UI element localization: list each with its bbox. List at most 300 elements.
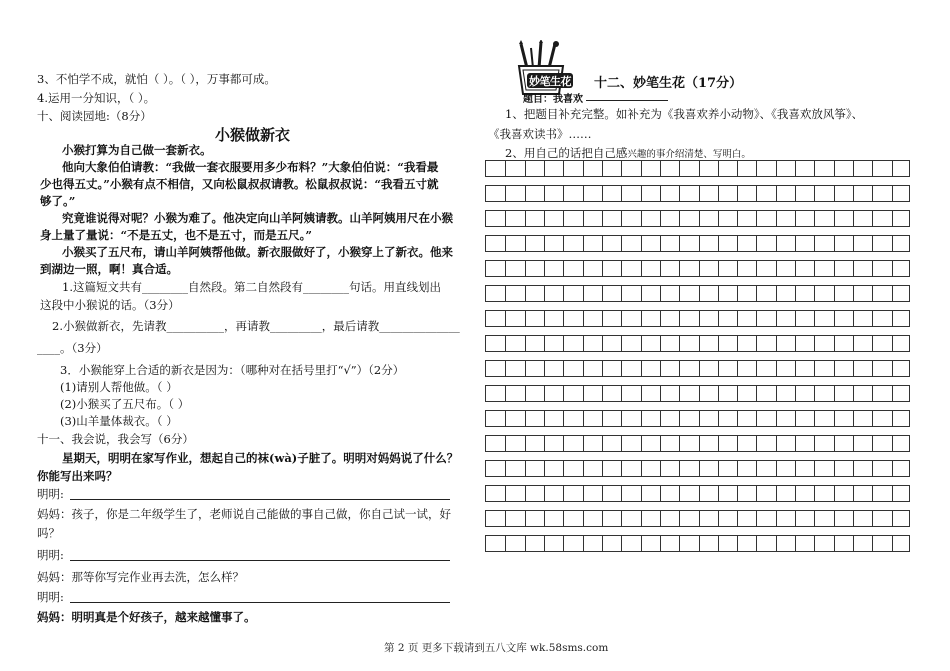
grid-cell-divider bbox=[544, 386, 545, 401]
grid-cell-divider bbox=[621, 311, 622, 326]
grid-cell-divider bbox=[853, 461, 854, 476]
grid-cell-divider bbox=[872, 161, 873, 176]
grid-cell-divider bbox=[853, 486, 854, 501]
grid-cell-divider bbox=[892, 261, 893, 276]
grid-cell-divider bbox=[872, 211, 873, 226]
grid-cell-divider bbox=[699, 386, 700, 401]
grid-cell-divider bbox=[814, 511, 815, 526]
story-title: 小猴做新衣 bbox=[215, 126, 291, 144]
grid-cell-divider bbox=[641, 536, 642, 551]
grid-cell-divider bbox=[679, 411, 680, 426]
grid-cell-divider bbox=[621, 236, 622, 251]
answer-line[interactable] bbox=[70, 560, 450, 561]
grid-cell-divider bbox=[834, 236, 835, 251]
grid-row[interactable] bbox=[485, 460, 910, 477]
grid-cell-divider bbox=[583, 186, 584, 201]
grid-cell-divider bbox=[814, 411, 815, 426]
story-line: 够了。” bbox=[40, 194, 76, 208]
idiom-q3-line: 3、不怕学不成，就怕（ ）。（ ），万事都可成。 bbox=[37, 72, 276, 86]
grid-cell-divider bbox=[853, 536, 854, 551]
grid-cell-divider bbox=[737, 261, 738, 276]
grid-cell-divider bbox=[544, 261, 545, 276]
grid-cell-divider bbox=[660, 436, 661, 451]
grid-cell-divider bbox=[795, 261, 796, 276]
grid-cell-divider bbox=[563, 186, 564, 201]
grid-cell-divider bbox=[776, 236, 777, 251]
grid-cell-divider bbox=[814, 286, 815, 301]
grid-cell-divider bbox=[814, 161, 815, 176]
grid-cell-divider bbox=[525, 536, 526, 551]
grid-cell-divider bbox=[872, 186, 873, 201]
grid-cell-divider bbox=[776, 186, 777, 201]
topic-blank[interactable] bbox=[586, 100, 668, 101]
answer-line[interactable] bbox=[70, 602, 450, 603]
grid-cell-divider bbox=[621, 486, 622, 501]
grid-cell-divider bbox=[641, 211, 642, 226]
question3-option: (3)山羊量体裁衣。（ ） bbox=[60, 414, 178, 428]
grid-cell-divider bbox=[892, 486, 893, 501]
grid-cell-divider bbox=[756, 311, 757, 326]
grid-cell-divider bbox=[660, 386, 661, 401]
grid-cell-divider bbox=[834, 386, 835, 401]
grid-cell-divider bbox=[737, 236, 738, 251]
grid-cell-divider bbox=[602, 336, 603, 351]
grid-cell-divider bbox=[834, 286, 835, 301]
grid-cell-divider bbox=[544, 236, 545, 251]
grid-cell-divider bbox=[795, 336, 796, 351]
grid-cell-divider bbox=[679, 211, 680, 226]
story-line: 到湖边一照，啊！真合适。 bbox=[40, 262, 178, 276]
grid-cell-divider bbox=[834, 411, 835, 426]
grid-cell-divider bbox=[834, 511, 835, 526]
grid-cell-divider bbox=[853, 286, 854, 301]
grid-cell-divider bbox=[583, 286, 584, 301]
grid-cell-divider bbox=[737, 311, 738, 326]
grid-cell-divider bbox=[660, 161, 661, 176]
grid-cell-divider bbox=[525, 411, 526, 426]
grid-cell-divider bbox=[872, 411, 873, 426]
grid-cell-divider bbox=[872, 511, 873, 526]
grid-cell-divider bbox=[525, 361, 526, 376]
question3-option: (2)小猴买了五尺布。（ ） bbox=[60, 397, 190, 411]
instruction1-line1: 1、把题目补充完整。如补充为《我喜欢养小动物》、《我喜欢放风筝》、 bbox=[505, 107, 864, 121]
grid-cell-divider bbox=[641, 161, 642, 176]
grid-cell-divider bbox=[756, 411, 757, 426]
grid-cell-divider bbox=[737, 411, 738, 426]
story-line: 小猴买了五尺布，请山羊阿姨帮他做。新衣服做好了，小猴穿上了新衣。他来 bbox=[62, 245, 453, 259]
grid-cell-divider bbox=[583, 511, 584, 526]
grid-cell-divider bbox=[505, 486, 506, 501]
grid-cell-divider bbox=[525, 261, 526, 276]
grid-cell-divider bbox=[544, 436, 545, 451]
grid-cell-divider bbox=[892, 161, 893, 176]
question2-line1: 2.小猴做新衣，先请教__________，再请教_________，最后请教______________ bbox=[52, 319, 460, 333]
grid-cell-divider bbox=[756, 536, 757, 551]
grid-cell-divider bbox=[621, 361, 622, 376]
grid-cell-divider bbox=[756, 511, 757, 526]
grid-cell-divider bbox=[641, 311, 642, 326]
question3-prompt: 3．小猴能穿上合适的新衣是因为：（哪种对在括号里打“√”）（2分） bbox=[60, 363, 405, 377]
grid-cell-divider bbox=[563, 211, 564, 226]
grid-cell-divider bbox=[853, 211, 854, 226]
grid-cell-divider bbox=[641, 336, 642, 351]
grid-cell-divider bbox=[853, 311, 854, 326]
grid-cell-divider bbox=[544, 511, 545, 526]
grid-row[interactable] bbox=[485, 235, 910, 252]
grid-cell-divider bbox=[814, 186, 815, 201]
grid-row[interactable] bbox=[485, 435, 910, 452]
grid-row[interactable] bbox=[485, 535, 910, 552]
scenario-line2: 你能写出来吗？ bbox=[37, 469, 118, 483]
grid-cell-divider bbox=[795, 286, 796, 301]
grid-cell-divider bbox=[776, 386, 777, 401]
grid-cell-divider bbox=[544, 161, 545, 176]
grid-cell-divider bbox=[544, 336, 545, 351]
grid-cell-divider bbox=[718, 336, 719, 351]
grid-cell-divider bbox=[853, 261, 854, 276]
grid-cell-divider bbox=[679, 486, 680, 501]
grid-cell-divider bbox=[853, 161, 854, 176]
grid-cell-divider bbox=[814, 361, 815, 376]
grid-cell-divider bbox=[699, 286, 700, 301]
instruction2-rest: 兴趣的事介绍清楚、写明白。 bbox=[627, 149, 751, 160]
grid-cell-divider bbox=[505, 286, 506, 301]
badge-text: 妙笔生花 bbox=[529, 75, 571, 88]
grid-cell-divider bbox=[602, 536, 603, 551]
story-line: 少也得五丈。”小猴有点不相信，又向松鼠叔叔请教。松鼠叔叔说：“我看五寸就 bbox=[40, 177, 439, 191]
grid-cell-divider bbox=[621, 386, 622, 401]
grid-cell-divider bbox=[679, 311, 680, 326]
grid-cell-divider bbox=[756, 161, 757, 176]
grid-cell-divider bbox=[892, 211, 893, 226]
grid-cell-divider bbox=[660, 186, 661, 201]
grid-cell-divider bbox=[718, 461, 719, 476]
grid-cell-divider bbox=[872, 361, 873, 376]
grid-cell-divider bbox=[795, 161, 796, 176]
grid-cell-divider bbox=[660, 286, 661, 301]
grid-cell-divider bbox=[679, 261, 680, 276]
grid-cell-divider bbox=[660, 261, 661, 276]
grid-cell-divider bbox=[583, 361, 584, 376]
grid-cell-divider bbox=[544, 286, 545, 301]
grid-row[interactable] bbox=[485, 510, 910, 527]
grid-cell-divider bbox=[505, 461, 506, 476]
grid-cell-divider bbox=[525, 486, 526, 501]
grid-cell-divider bbox=[737, 361, 738, 376]
grid-cell-divider bbox=[776, 361, 777, 376]
grid-cell-divider bbox=[525, 311, 526, 326]
grid-cell-divider bbox=[795, 486, 796, 501]
grid-cell-divider bbox=[814, 386, 815, 401]
grid-cell-divider bbox=[563, 486, 564, 501]
grid-cell-divider bbox=[718, 511, 719, 526]
grid-cell-divider bbox=[563, 461, 564, 476]
grid-cell-divider bbox=[834, 261, 835, 276]
grid-cell-divider bbox=[776, 336, 777, 351]
grid-cell-divider bbox=[505, 186, 506, 201]
grid-cell-divider bbox=[795, 436, 796, 451]
grid-cell-divider bbox=[795, 411, 796, 426]
grid-cell-divider bbox=[602, 411, 603, 426]
grid-cell-divider bbox=[756, 261, 757, 276]
grid-cell-divider bbox=[776, 411, 777, 426]
grid-cell-divider bbox=[737, 336, 738, 351]
grid-cell-divider bbox=[602, 486, 603, 501]
grid-cell-divider bbox=[699, 211, 700, 226]
grid-cell-divider bbox=[544, 211, 545, 226]
grid-cell-divider bbox=[505, 436, 506, 451]
grid-cell-divider bbox=[872, 486, 873, 501]
grid-cell-divider bbox=[756, 286, 757, 301]
grid-cell-divider bbox=[756, 486, 757, 501]
grid-cell-divider bbox=[834, 461, 835, 476]
grid-cell-divider bbox=[544, 486, 545, 501]
grid-cell-divider bbox=[718, 386, 719, 401]
grid-row[interactable] bbox=[485, 335, 910, 352]
mom-speech-line1b: 吗？ bbox=[37, 526, 60, 540]
grid-cell-divider bbox=[872, 461, 873, 476]
grid-cell-divider bbox=[718, 411, 719, 426]
grid-cell-divider bbox=[602, 461, 603, 476]
grid-cell-divider bbox=[737, 161, 738, 176]
grid-row[interactable] bbox=[485, 385, 910, 402]
answer-line[interactable] bbox=[70, 499, 450, 500]
grid-cell-divider bbox=[892, 461, 893, 476]
grid-cell-divider bbox=[525, 386, 526, 401]
grid-row[interactable] bbox=[485, 285, 910, 302]
grid-cell-divider bbox=[795, 186, 796, 201]
grid-cell-divider bbox=[544, 411, 545, 426]
grid-cell-divider bbox=[699, 511, 700, 526]
grid-cell-divider bbox=[525, 161, 526, 176]
story-line: 他向大象伯伯请教：“我做一套衣服要用多少布料？”大象伯伯说：“我看最 bbox=[62, 160, 439, 174]
grid-cell-divider bbox=[834, 311, 835, 326]
grid-row[interactable] bbox=[485, 160, 910, 177]
grid-cell-divider bbox=[699, 361, 700, 376]
grid-cell-divider bbox=[525, 286, 526, 301]
grid-cell-divider bbox=[776, 286, 777, 301]
grid-cell-divider bbox=[563, 361, 564, 376]
grid-cell-divider bbox=[525, 186, 526, 201]
grid-cell-divider bbox=[505, 411, 506, 426]
question1-line1: 1.这篇短文共有________自然段。第二自然段有________句话。用直线划出 bbox=[62, 280, 441, 294]
grid-cell-divider bbox=[892, 311, 893, 326]
grid-cell-divider bbox=[872, 336, 873, 351]
grid-cell-divider bbox=[853, 336, 854, 351]
grid-cell-divider bbox=[563, 436, 564, 451]
grid-cell-divider bbox=[544, 461, 545, 476]
grid-cell-divider bbox=[583, 386, 584, 401]
grid-cell-divider bbox=[583, 311, 584, 326]
section12-title: 十二、妙笔生花（17分） bbox=[594, 76, 743, 91]
grid-cell-divider bbox=[718, 286, 719, 301]
grid-row[interactable] bbox=[485, 310, 910, 327]
grid-cell-divider bbox=[505, 361, 506, 376]
grid-row[interactable] bbox=[485, 260, 910, 277]
grid-cell-divider bbox=[834, 211, 835, 226]
grid-cell-divider bbox=[892, 186, 893, 201]
grid-cell-divider bbox=[699, 536, 700, 551]
grid-cell-divider bbox=[602, 236, 603, 251]
grid-cell-divider bbox=[641, 461, 642, 476]
grid-cell-divider bbox=[737, 511, 738, 526]
grid-cell-divider bbox=[525, 236, 526, 251]
story-line: 身上量了量说：“不是五丈，也不是五寸，而是五尺。” bbox=[40, 228, 312, 242]
grid-cell-divider bbox=[814, 486, 815, 501]
grid-cell-divider bbox=[872, 261, 873, 276]
grid-cell-divider bbox=[737, 286, 738, 301]
grid-cell-divider bbox=[872, 386, 873, 401]
grid-cell-divider bbox=[718, 186, 719, 201]
grid-row[interactable] bbox=[485, 210, 910, 227]
grid-cell-divider bbox=[641, 286, 642, 301]
grid-cell-divider bbox=[563, 236, 564, 251]
mingming-label: 明明: bbox=[37, 487, 64, 501]
grid-cell-divider bbox=[660, 236, 661, 251]
grid-cell-divider bbox=[853, 361, 854, 376]
grid-cell-divider bbox=[660, 311, 661, 326]
grid-cell-divider bbox=[679, 536, 680, 551]
grid-cell-divider bbox=[834, 436, 835, 451]
grid-cell-divider bbox=[660, 486, 661, 501]
grid-cell-divider bbox=[544, 311, 545, 326]
grid-cell-divider bbox=[776, 161, 777, 176]
grid-cell-divider bbox=[699, 461, 700, 476]
grid-row[interactable] bbox=[485, 185, 910, 202]
grid-cell-divider bbox=[718, 361, 719, 376]
grid-cell-divider bbox=[795, 386, 796, 401]
grid-cell-divider bbox=[718, 161, 719, 176]
grid-cell-divider bbox=[756, 211, 757, 226]
grid-cell-divider bbox=[699, 161, 700, 176]
grid-cell-divider bbox=[660, 211, 661, 226]
grid-cell-divider bbox=[814, 336, 815, 351]
grid-cell-divider bbox=[892, 511, 893, 526]
grid-cell-divider bbox=[737, 386, 738, 401]
grid-cell-divider bbox=[602, 311, 603, 326]
grid-cell-divider bbox=[776, 261, 777, 276]
grid-cell-divider bbox=[602, 511, 603, 526]
grid-cell-divider bbox=[641, 261, 642, 276]
grid-cell-divider bbox=[776, 461, 777, 476]
grid-cell-divider bbox=[892, 386, 893, 401]
grid-cell-divider bbox=[583, 236, 584, 251]
grid-cell-divider bbox=[621, 411, 622, 426]
grid-cell-divider bbox=[776, 486, 777, 501]
grid-cell-divider bbox=[699, 336, 700, 351]
grid-cell-divider bbox=[872, 536, 873, 551]
grid-cell-divider bbox=[602, 436, 603, 451]
question3-option: (1)请别人帮他做。（ ） bbox=[60, 380, 178, 394]
grid-cell-divider bbox=[583, 486, 584, 501]
grid-cell-divider bbox=[737, 486, 738, 501]
instruction1-line2: 《我喜欢读书》…… bbox=[488, 127, 592, 141]
grid-cell-divider bbox=[814, 311, 815, 326]
grid-cell-divider bbox=[660, 411, 661, 426]
grid-cell-divider bbox=[718, 261, 719, 276]
grid-cell-divider bbox=[505, 161, 506, 176]
section10-title: 十、阅读园地:（8分） bbox=[37, 109, 152, 123]
grid-cell-divider bbox=[525, 336, 526, 351]
grid-row[interactable] bbox=[485, 360, 910, 377]
grid-cell-divider bbox=[834, 486, 835, 501]
grid-cell-divider bbox=[641, 511, 642, 526]
grid-cell-divider bbox=[563, 411, 564, 426]
mingming-label: 明明: bbox=[37, 548, 64, 562]
section11-title: 十一、我会说，我会写（6分） bbox=[37, 432, 194, 446]
grid-cell-divider bbox=[814, 536, 815, 551]
grid-cell-divider bbox=[853, 386, 854, 401]
grid-cell-divider bbox=[602, 361, 603, 376]
grid-cell-divider bbox=[834, 536, 835, 551]
grid-row[interactable] bbox=[485, 485, 910, 502]
grid-cell-divider bbox=[795, 311, 796, 326]
grid-cell-divider bbox=[583, 211, 584, 226]
grid-cell-divider bbox=[795, 511, 796, 526]
mingming-label: 明明: bbox=[37, 590, 64, 604]
grid-cell-divider bbox=[776, 436, 777, 451]
grid-cell-divider bbox=[660, 361, 661, 376]
grid-cell-divider bbox=[718, 211, 719, 226]
grid-cell-divider bbox=[544, 186, 545, 201]
grid-cell-divider bbox=[602, 161, 603, 176]
grid-cell-divider bbox=[892, 361, 893, 376]
grid-cell-divider bbox=[563, 511, 564, 526]
grid-cell-divider bbox=[718, 236, 719, 251]
grid-cell-divider bbox=[776, 211, 777, 226]
grid-row[interactable] bbox=[485, 410, 910, 427]
grid-cell-divider bbox=[718, 486, 719, 501]
grid-cell-divider bbox=[737, 536, 738, 551]
grid-cell-divider bbox=[505, 386, 506, 401]
grid-cell-divider bbox=[679, 161, 680, 176]
grid-cell-divider bbox=[795, 236, 796, 251]
grid-cell-divider bbox=[602, 286, 603, 301]
grid-cell-divider bbox=[795, 211, 796, 226]
grid-cell-divider bbox=[641, 411, 642, 426]
page-footer: 第 2 页 更多下载请到五八文库 wk.58sms.com bbox=[384, 642, 609, 654]
grid-cell-divider bbox=[602, 261, 603, 276]
grid-cell-divider bbox=[563, 336, 564, 351]
grid-cell-divider bbox=[776, 311, 777, 326]
grid-cell-divider bbox=[660, 536, 661, 551]
grid-cell-divider bbox=[563, 536, 564, 551]
grid-cell-divider bbox=[505, 536, 506, 551]
grid-cell-divider bbox=[583, 336, 584, 351]
grid-cell-divider bbox=[872, 436, 873, 451]
grid-cell-divider bbox=[583, 411, 584, 426]
grid-cell-divider bbox=[660, 461, 661, 476]
grid-cell-divider bbox=[756, 436, 757, 451]
grid-cell-divider bbox=[892, 436, 893, 451]
grid-cell-divider bbox=[621, 286, 622, 301]
grid-cell-divider bbox=[679, 511, 680, 526]
grid-cell-divider bbox=[756, 461, 757, 476]
grid-cell-divider bbox=[892, 411, 893, 426]
grid-cell-divider bbox=[892, 236, 893, 251]
grid-cell-divider bbox=[795, 361, 796, 376]
grid-cell-divider bbox=[699, 486, 700, 501]
grid-cell-divider bbox=[641, 236, 642, 251]
grid-cell-divider bbox=[853, 186, 854, 201]
instruction2-bold: 2、用自己的话把自己感 bbox=[505, 146, 628, 160]
grid-cell-divider bbox=[892, 336, 893, 351]
grid-cell-divider bbox=[718, 311, 719, 326]
question1-line2: 这段中小猴说的话。（3分） bbox=[40, 298, 180, 312]
grid-cell-divider bbox=[679, 361, 680, 376]
grid-cell-divider bbox=[795, 536, 796, 551]
grid-cell-divider bbox=[853, 436, 854, 451]
